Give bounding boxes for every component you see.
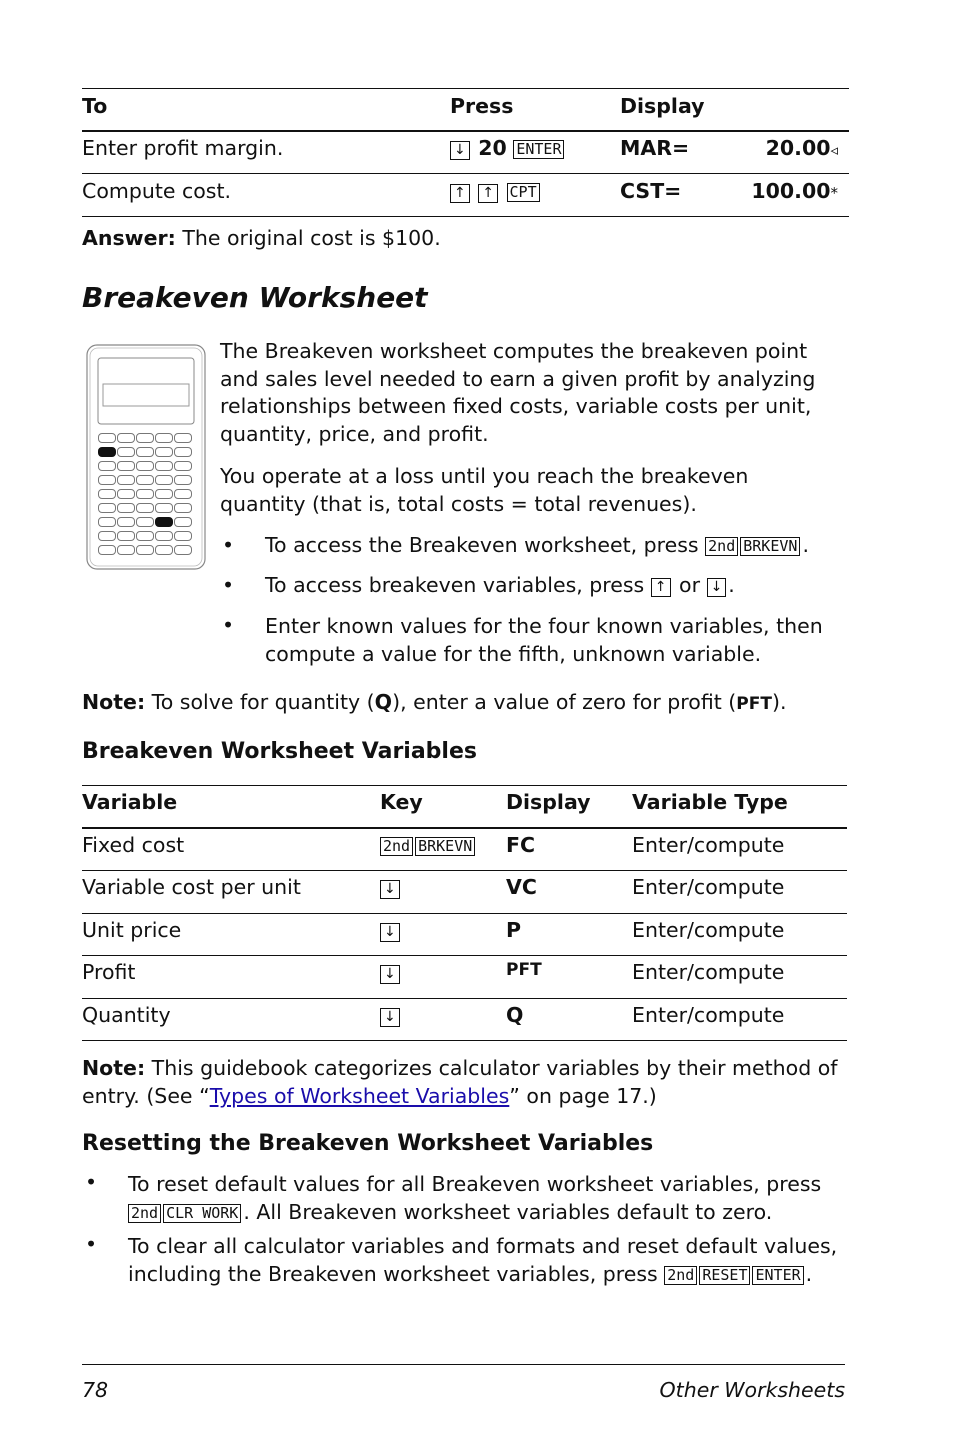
bullet-text: . xyxy=(805,1262,813,1286)
table-cell-variable-type: Enter/compute xyxy=(632,918,785,942)
table-cell-display: Q xyxy=(506,1003,524,1027)
calculator-key-icon xyxy=(155,475,173,485)
bullet-text: or xyxy=(679,573,701,597)
subsection-title: Resetting the Breakeven Worksheet Variables xyxy=(82,1131,654,1156)
bullet-dot: • xyxy=(222,573,235,597)
calculator-key-icon xyxy=(98,489,116,499)
subsection-title: Breakeven Worksheet Variables xyxy=(82,739,477,764)
cpt-key: CPT xyxy=(507,183,540,202)
triangle-icon: ◃ xyxy=(830,141,838,159)
calculator-key-icon xyxy=(155,517,173,527)
intro-paragraph: The Breakeven worksheet computes the breakeven point and sales level needed to earn a given profit by analyzing relationships between fixed costs, variable costs per unit, quantity, price, and profit. xyxy=(220,339,816,447)
col-header-variable-type: Variable Type xyxy=(632,790,788,814)
bullet-text: . All Breakeven worksheet variables default to zero. xyxy=(243,1200,773,1224)
table-cell-key xyxy=(380,1003,402,1027)
up-arrow-key: ↑ xyxy=(450,184,470,203)
calculator-key-icon xyxy=(117,531,135,541)
col-header-to: To xyxy=(82,94,108,118)
note-text: ). xyxy=(771,690,787,714)
table-cell-variable: Fixed cost xyxy=(82,833,185,857)
brkevn-key: BRKEVN xyxy=(415,837,475,856)
table-cell-key xyxy=(380,960,402,984)
table-row-rule xyxy=(82,1040,847,1041)
table-bottom-rule xyxy=(82,216,849,217)
table-cell-variable-type: Enter/compute xyxy=(632,833,785,857)
calculator-key-icon xyxy=(136,517,154,527)
enter-key: ENTER xyxy=(752,1266,803,1285)
calculator-key-icon xyxy=(155,503,173,513)
calculator-key-icon xyxy=(117,503,135,513)
display-label: CST= xyxy=(620,179,682,203)
calculator-key-icon xyxy=(117,517,135,527)
note-text: ), enter a value of zero for profit ( xyxy=(392,690,737,714)
bullet-dot: • xyxy=(85,1232,98,1256)
calculator-key-icon xyxy=(117,489,135,499)
var-pft: PFT xyxy=(736,694,772,714)
footer-rule xyxy=(82,1364,845,1365)
table-row-press xyxy=(450,179,542,203)
calculator-key-icon xyxy=(155,531,173,541)
value-entry: 20 xyxy=(478,136,507,160)
calculator-key-icon xyxy=(98,517,116,527)
calculator-key-icon xyxy=(155,461,173,471)
calculator-key-icon xyxy=(136,503,154,513)
display-value: 20.00◃ xyxy=(765,136,838,160)
note-text: This guidebook categorizes calculator variables by their method of xyxy=(145,1056,838,1080)
calculator-key-icon xyxy=(174,489,192,499)
table-cell-variable-type: Enter/compute xyxy=(632,960,785,984)
calculator-key-icon xyxy=(136,475,154,485)
2nd-key: 2nd xyxy=(380,837,413,856)
display-value: 100.00* xyxy=(751,179,838,203)
table-cell-variable-type: Enter/compute xyxy=(632,875,785,899)
table-row-rule xyxy=(82,998,847,999)
brkevn-key: BRKEVN xyxy=(740,537,800,556)
enter-key: ENTER xyxy=(513,140,564,159)
down-arrow-key: ↓ xyxy=(380,880,400,899)
answer-line xyxy=(82,226,441,250)
calculator-key-icon xyxy=(117,475,135,485)
note-text: entry. (See “ xyxy=(82,1084,210,1108)
bullet-text: To clear all calculator variables and formats and reset default values, xyxy=(128,1234,838,1258)
note-label: Note: xyxy=(82,690,146,714)
answer-label: Answer: xyxy=(82,226,176,250)
table-cell-display: P xyxy=(506,918,522,942)
calculator-key-icon xyxy=(136,433,154,443)
table-cell-display: VC xyxy=(506,875,537,899)
calculator-key-icon xyxy=(174,475,192,485)
page-number: 78 xyxy=(82,1378,109,1402)
calculator-key-icon xyxy=(136,461,154,471)
note-label: Note: xyxy=(82,1056,146,1080)
table-row-to: Enter profit margin. xyxy=(82,136,284,160)
calculator-key-icon xyxy=(136,489,154,499)
bullet-text: Enter known values for the four known variables, then xyxy=(265,614,823,638)
table-row-to: Compute cost. xyxy=(82,179,232,203)
asterisk-icon: * xyxy=(830,184,838,202)
calculator-key-icon xyxy=(174,531,192,541)
section-title: Breakeven Worksheet xyxy=(82,281,428,314)
calculator-key-icon xyxy=(174,503,192,513)
var-q: Q xyxy=(374,690,393,714)
bullet-text: To access breakeven variables, press xyxy=(265,573,645,597)
calculator-key-icon xyxy=(98,433,116,443)
col-header-display: Display xyxy=(506,790,591,814)
2nd-key: 2nd xyxy=(128,1204,161,1223)
table-row-press xyxy=(450,136,566,160)
calculator-key-icon xyxy=(155,545,173,555)
down-arrow-key: ↓ xyxy=(450,141,470,160)
2nd-key: 2nd xyxy=(705,537,738,556)
display-label: MAR= xyxy=(620,136,690,160)
bullet-text: To access the Breakeven worksheet, press xyxy=(265,533,699,557)
calculator-key-icon xyxy=(117,461,135,471)
calculator-key-icon xyxy=(98,545,116,555)
calculator-key-icon xyxy=(136,531,154,541)
down-arrow-key: ↓ xyxy=(707,578,727,597)
col-header-display: Display xyxy=(620,94,705,118)
down-arrow-key: ↓ xyxy=(380,965,400,984)
chapter-title: Other Worksheets xyxy=(659,1378,845,1402)
table-cell-variable: Profit xyxy=(82,960,136,984)
table-cell-display: FC xyxy=(506,833,536,857)
calculator-key-icon xyxy=(136,545,154,555)
bullet-item: To access the Breakeven worksheet, press 2nd BRKEVN . xyxy=(265,533,809,557)
table-cell-variable: Quantity xyxy=(82,1003,171,1027)
table-cell-variable: Variable cost per unit xyxy=(82,875,301,899)
note xyxy=(82,1054,837,1110)
types-of-worksheet-variables-link[interactable]: Types of Worksheet Variables xyxy=(209,1084,510,1108)
table-row-rule xyxy=(82,955,847,956)
calculator-key-icon xyxy=(117,433,135,443)
down-arrow-key: ↓ xyxy=(380,1008,400,1027)
calculator-key-icon xyxy=(98,503,116,513)
calculator-key-icon xyxy=(174,433,192,443)
up-arrow-key: ↑ xyxy=(478,184,498,203)
up-arrow-key: ↑ xyxy=(651,578,671,597)
calculator-key-icon xyxy=(136,447,154,457)
calculator-key-icon xyxy=(174,447,192,457)
bullet-item xyxy=(128,1170,821,1226)
col-header-press: Press xyxy=(450,94,514,118)
bullet-text: compute a value for the fifth, unknown variable. xyxy=(265,641,762,666)
note-text: ” on page 17.) xyxy=(509,1084,657,1108)
bullet-dot: • xyxy=(85,1170,98,1194)
bullet-dot: • xyxy=(222,613,235,637)
bullet-item: To access breakeven variables, press ↑ or ↓ . xyxy=(265,573,735,597)
calculator-key-icon xyxy=(155,447,173,457)
calculator-key-icon xyxy=(174,545,192,555)
table-cell-variable-type: Enter/compute xyxy=(632,1003,785,1027)
calculator-key-icon xyxy=(155,433,173,443)
reset-key: RESET xyxy=(699,1266,750,1285)
table-cell-display: PFT xyxy=(506,960,542,980)
calculator-key-icon xyxy=(98,475,116,485)
clr-work-key: CLR WORK xyxy=(163,1204,241,1223)
answer-text: The original cost is $100. xyxy=(175,226,441,250)
intro-paragraph: You operate at a loss until you reach the breakeven quantity (that is, total costs = total revenues). xyxy=(220,464,749,516)
table-header-rule xyxy=(82,827,847,829)
table-row-rule xyxy=(82,870,847,871)
table-top-rule xyxy=(82,88,849,89)
calculator-illustration xyxy=(86,344,206,570)
col-header-variable: Variable xyxy=(82,790,178,814)
calculator-key-icon xyxy=(98,447,116,457)
table-row-rule xyxy=(82,913,847,914)
down-arrow-key: ↓ xyxy=(380,923,400,942)
note xyxy=(82,690,786,714)
table-cell-key xyxy=(380,875,402,899)
calculator-key-icon xyxy=(155,489,173,499)
calculator-key-icon xyxy=(117,545,135,555)
table-top-rule xyxy=(82,785,847,786)
2nd-key: 2nd xyxy=(664,1266,697,1285)
table-row-rule xyxy=(82,173,849,174)
table-header-rule xyxy=(82,130,849,132)
bullet-dot: • xyxy=(222,533,235,557)
bullet-text: To reset default values for all Breakeven worksheet variables, press xyxy=(128,1172,822,1196)
col-header-key: Key xyxy=(380,790,423,814)
bullet-text: including the Breakeven worksheet variables, press xyxy=(128,1262,658,1286)
table-cell-key xyxy=(380,833,477,857)
calculator-key-icon xyxy=(98,461,116,471)
bullet-item xyxy=(128,1232,837,1288)
calculator-key-icon xyxy=(98,531,116,541)
calculator-key-icon xyxy=(174,461,192,471)
table-cell-variable: Unit price xyxy=(82,918,182,942)
calculator-key-icon xyxy=(174,517,192,527)
table-cell-key xyxy=(380,918,402,942)
bullet-item xyxy=(265,613,823,668)
calculator-key-icon xyxy=(117,447,135,457)
note-text: To solve for quantity ( xyxy=(145,690,375,714)
